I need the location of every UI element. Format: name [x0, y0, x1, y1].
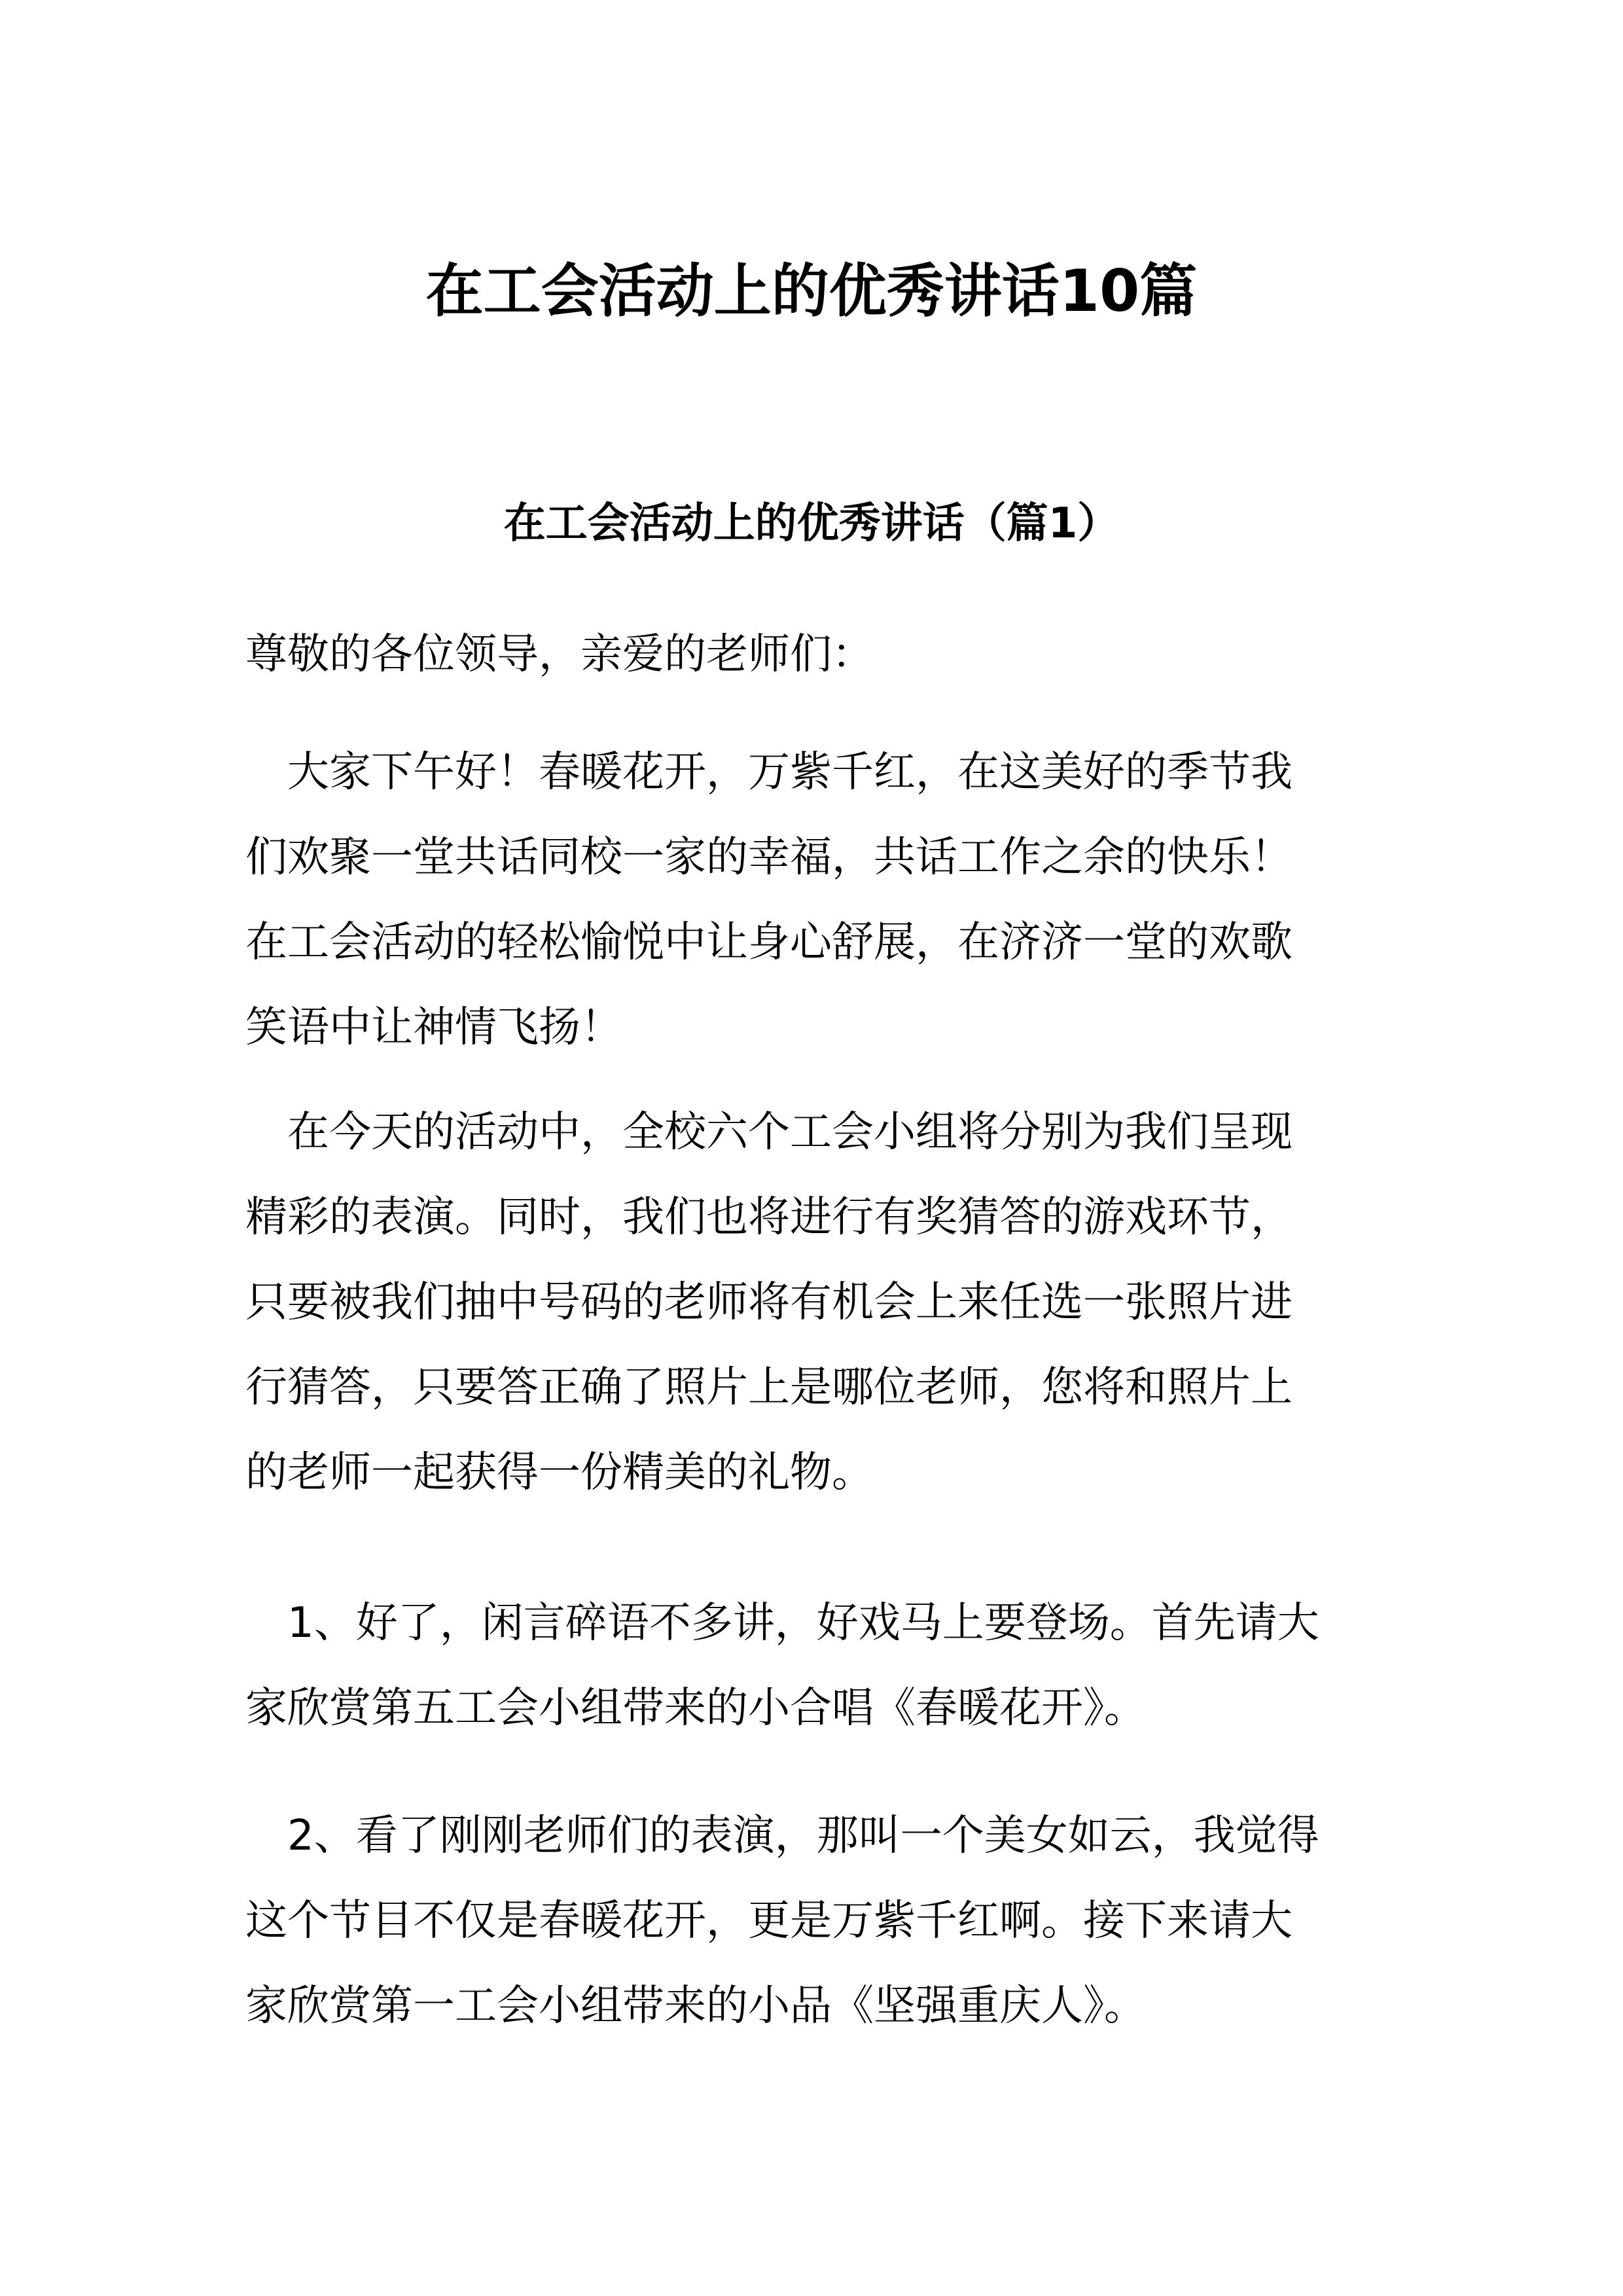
paragraph-3 [245, 1581, 1397, 1751]
paragraph-line: 行猜答，只要答正确了照片上是哪位老师，您将和照片上 [245, 1363, 1293, 1412]
paragraph-line: 精彩的表演。同时，我们也将进行有奖猜答的游戏环节， [245, 1193, 1293, 1242]
paragraph-line: 在工会活动的轻松愉悦中让身心舒展，在济济一堂的欢歌 [245, 918, 1293, 967]
paragraph-1 [245, 730, 1397, 1070]
paragraph-line: 在今天的活动中，全校六个工会小组将分别为我们呈现 [245, 1108, 1293, 1157]
document-title: 在工会活动上的优秀讲话10篇 [425, 257, 1198, 325]
section-title: 在工会活动上的优秀讲话（篇1） [503, 499, 1120, 548]
paragraph-4 [245, 1793, 1397, 2049]
paragraph-2 [245, 1090, 1397, 1515]
paragraph-line: 1、好了，闲言碎语不多讲，好戏马上要登场。首先请大 [245, 1599, 1319, 1647]
paragraph-line: 们欢聚一堂共话同校一家的幸福，共话工作之余的快乐！ [245, 833, 1293, 882]
paragraph-line: 这个节目不仅是春暖花开，更是万紫千红啊。接下来请大 [245, 1897, 1293, 1945]
paragraph-line: 的老师一起获得一份精美的礼物。 [245, 1448, 874, 1497]
paragraph-line: 2、看了刚刚老师们的表演，那叫一个美女如云，我觉得 [245, 1812, 1319, 1860]
paragraph-line: 大家下午好！春暖花开，万紫千红，在这美好的季节我 [245, 748, 1293, 797]
greeting-line: 尊敬的各位领导，亲爱的老师们： [245, 630, 874, 679]
paragraph-line: 家欣赏第五工会小组带来的小合唱《春暖花开》。 [245, 1684, 1146, 1732]
paragraph-line: 只要被我们抽中号码的老师将有机会上来任选一张照片进 [245, 1278, 1293, 1327]
paragraph-line: 笑语中让神情飞扬！ [245, 1003, 622, 1052]
greeting-paragraph [245, 612, 1397, 697]
paragraph-line: 家欣赏第一工会小组带来的小品《坚强重庆人》。 [245, 1982, 1146, 2030]
